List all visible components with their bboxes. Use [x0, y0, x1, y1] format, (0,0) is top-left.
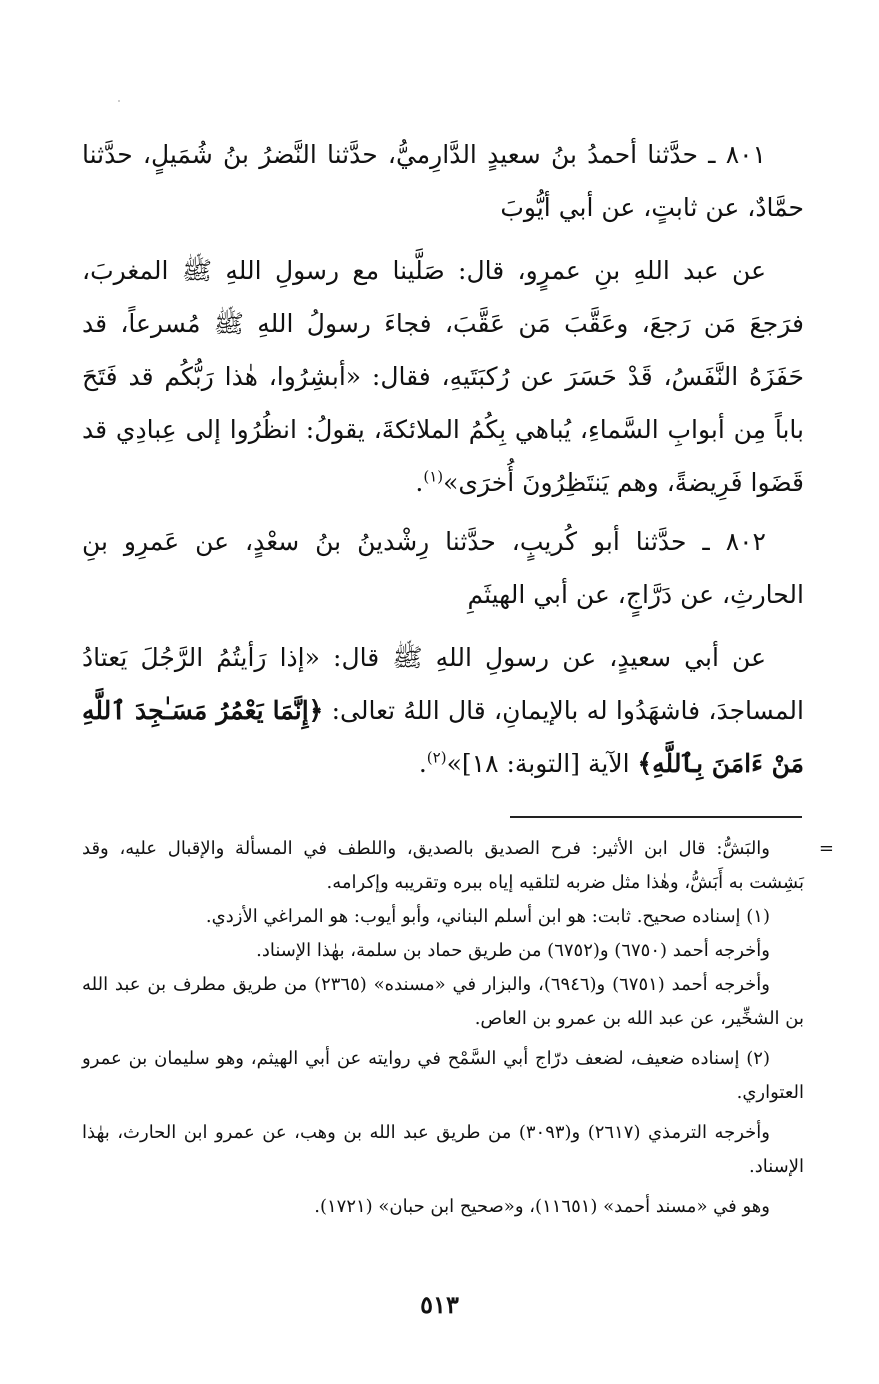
page-number: ٥١٣	[420, 1290, 459, 1319]
footnote-line: وأخرجه أحمد (٦٧٥٠) و(٦٧٥٢) من طريق حماد بن سلمة، بهٰذا الإسناد.	[256, 940, 770, 961]
footnote-1: (١) إسناده صحيح. ثابت: هو ابن أسلم البناني، وأبو أيوب: هو المراغي الأزدي.	[205, 906, 770, 927]
hadith-802-end: .	[418, 749, 427, 778]
continuation-mark: =	[818, 838, 834, 859]
hadith-801-isnad: ٨٠١ ـ حدَّثنا أحمدُ بنُ سعيدٍ الدَّارِميُّ، حدَّثنا النَّضرُ بنُ شُمَيلٍ، حدَّثنا حمَّادٌ، عن ثابتٍ، عن أبي أيُّوبَ	[82, 140, 804, 222]
footnote-divider	[510, 816, 802, 818]
hadith-801-text: عن عبد اللهِ بنِ عمرٍو، قال: صَلَّينا مع رسولِ اللهِ ﷺ المغربَ، فرَجعَ مَن رَجعَ، وعَقَّبَ مَن عَقَّبَ، فجاءَ رسولُ اللهِ ﷺ مُسرعاً، قد حَفَزَهُ النَّفَسُ، قَدْ حَسَرَ عن رُكبَتَيهِ، فقال: «أبشِرُوا، هٰذا رَبُّكُم قد فَتَحَ باباً مِن أبوابِ السَّماءِ، يُباهي بِكُمُ الملائكةَ، يقولُ: انظُرُوا إلى عِبادِي قد قَضَوا فَرِيضةً، وهم يَنتَظِرُونَ أُخرَى»	[82, 256, 804, 497]
main-text	[82, 128, 804, 796]
hadith-802-text-end: الآية [التوبة: ١٨]»	[446, 749, 630, 778]
quran-verse: ﴿إِنَّمَا يَعْمُرُ مَسَـٰجِدَ ٱللَّهِ مَنْ ءَامَنَ بِٱللَّهِ﴾	[82, 696, 804, 778]
footnote-line: والبَشُّ: قال ابن الأثير: فرح الصديق بالصديق، واللطف في المسألة والإقبال عليه، وقد بَشِشت به أَبَشُّ، وهٰذا مثل ضربه لتلقيه إياه ببره وتقريبه وإكرامه.	[82, 838, 804, 893]
footnote-line: وأخرجه أحمد (٦٧٥١) و(٦٩٤٦)، والبزار في «مسنده» (٢٣٦٥) من طريق مطرف بن عبد الله بن الشخِّير، عن عبد الله بن عمرو بن العاص.	[82, 974, 804, 1029]
hadith-802-text-start: عن أبي سعيدٍ، عن رسولِ اللهِ ﷺ قال: «إذا رَأيتُمُ الرَّجُلَ يَعتادُ المساجدَ، فاشهَدُوا له بالإيمانِ، قال اللهُ تعالى:	[82, 643, 804, 725]
footnote-2: (٢) إسناده ضعيف، لضعف درّاج أبي السَّمْح في روايته عن أبي الهيثم، وهو سليمان بن عمرو العتواري.	[82, 1048, 804, 1103]
footnote-marker-1: (١)	[423, 467, 444, 486]
footnote-marker-2: (٢)	[426, 748, 447, 767]
hadith-802-matn	[82, 631, 804, 790]
footnote-line: وهو في «مسند أحمد» (١١٦٥١)، و«صحيح ابن حبان» (١٧٢١).	[314, 1196, 770, 1217]
hadith-802-isnad: ٨٠٢ ـ حدَّثنا أبو كُريبٍ، حدَّثنا رِشْدينُ بنُ سعْدٍ، عن عَمرِو بنِ الحارثِ، عن دَرَّاجٍ، عن أبي الهيثَمِ	[82, 527, 804, 609]
scan-speck	[118, 100, 120, 102]
hadith-801-matn	[82, 244, 804, 509]
footnote-line: وأخرجه الترمذي (٢٦١٧) و(٣٠٩٣) من طريق عبد الله بن وهب، عن عمرو ابن الحارث، بهٰذا الإسناد.	[82, 1122, 804, 1177]
hadith-801-end: .	[415, 468, 424, 497]
footnotes	[82, 832, 834, 1224]
